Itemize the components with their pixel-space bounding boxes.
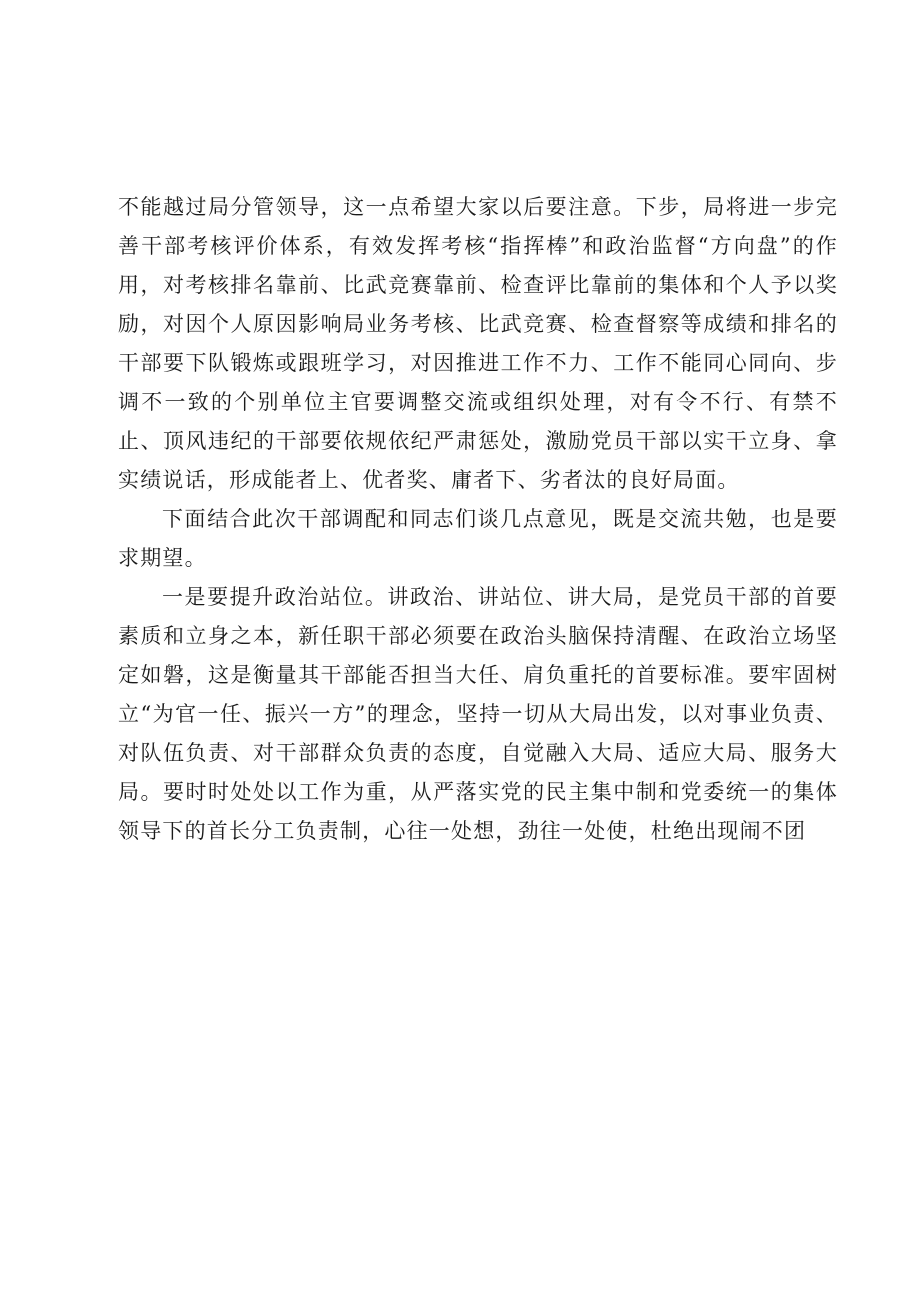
document-body [118, 188, 838, 851]
paragraph-point-one: 一是要提升政治站位。讲政治、讲站位、讲大局，是党员干部的首要素质和立身之本，新任职干部必须要在政治头脑保持清醒、在政治立场坚定如磐，这是衡量其干部能否担当大任、肩负重托的首要标准。要牢固树立“为官一任、振兴一方”的理念，坚持一切从大局出发，以对事业负责、对队伍负责、对干部群众负责的态度，自觉融入大局、适应大局、服务大局。要时时处处以工作为重，从严落实党的民主集中制和党委统一的集体领导下的首长分工负责制，心往一处想，劲往一处使，杜绝出现闹不团 [118, 585, 838, 843]
paragraph-intro: 下面结合此次干部调配和同志们谈几点意见，既是交流共勉，也是要求期望。 [118, 507, 838, 570]
paragraph-continuation: 不能越过局分管领导，这一点希望大家以后要注意。下步，局将进一步完善干部考核评价体系，有效发挥考核“指挥棒”和政治监督“方向盘”的作用，对考核排名靠前、比武竞赛靠前、检查评比靠前的集体和个人予以奖励，对因个人原因影响局业务考核、比武竞赛、检查督察等成绩和排名的干部要下队锻炼或跟班学习，对因推进工作不力、工作不能同心同向、步调不一致的个别单位主官要调整交流或组织处理，对有令不行、有禁不止、顶风违纪的干部要依规依纪严肃惩处，激励党员干部以实干立身、拿实绩说话，形成能者上、优者奖、庸者下、劣者汰的良好局面。 [118, 195, 838, 492]
